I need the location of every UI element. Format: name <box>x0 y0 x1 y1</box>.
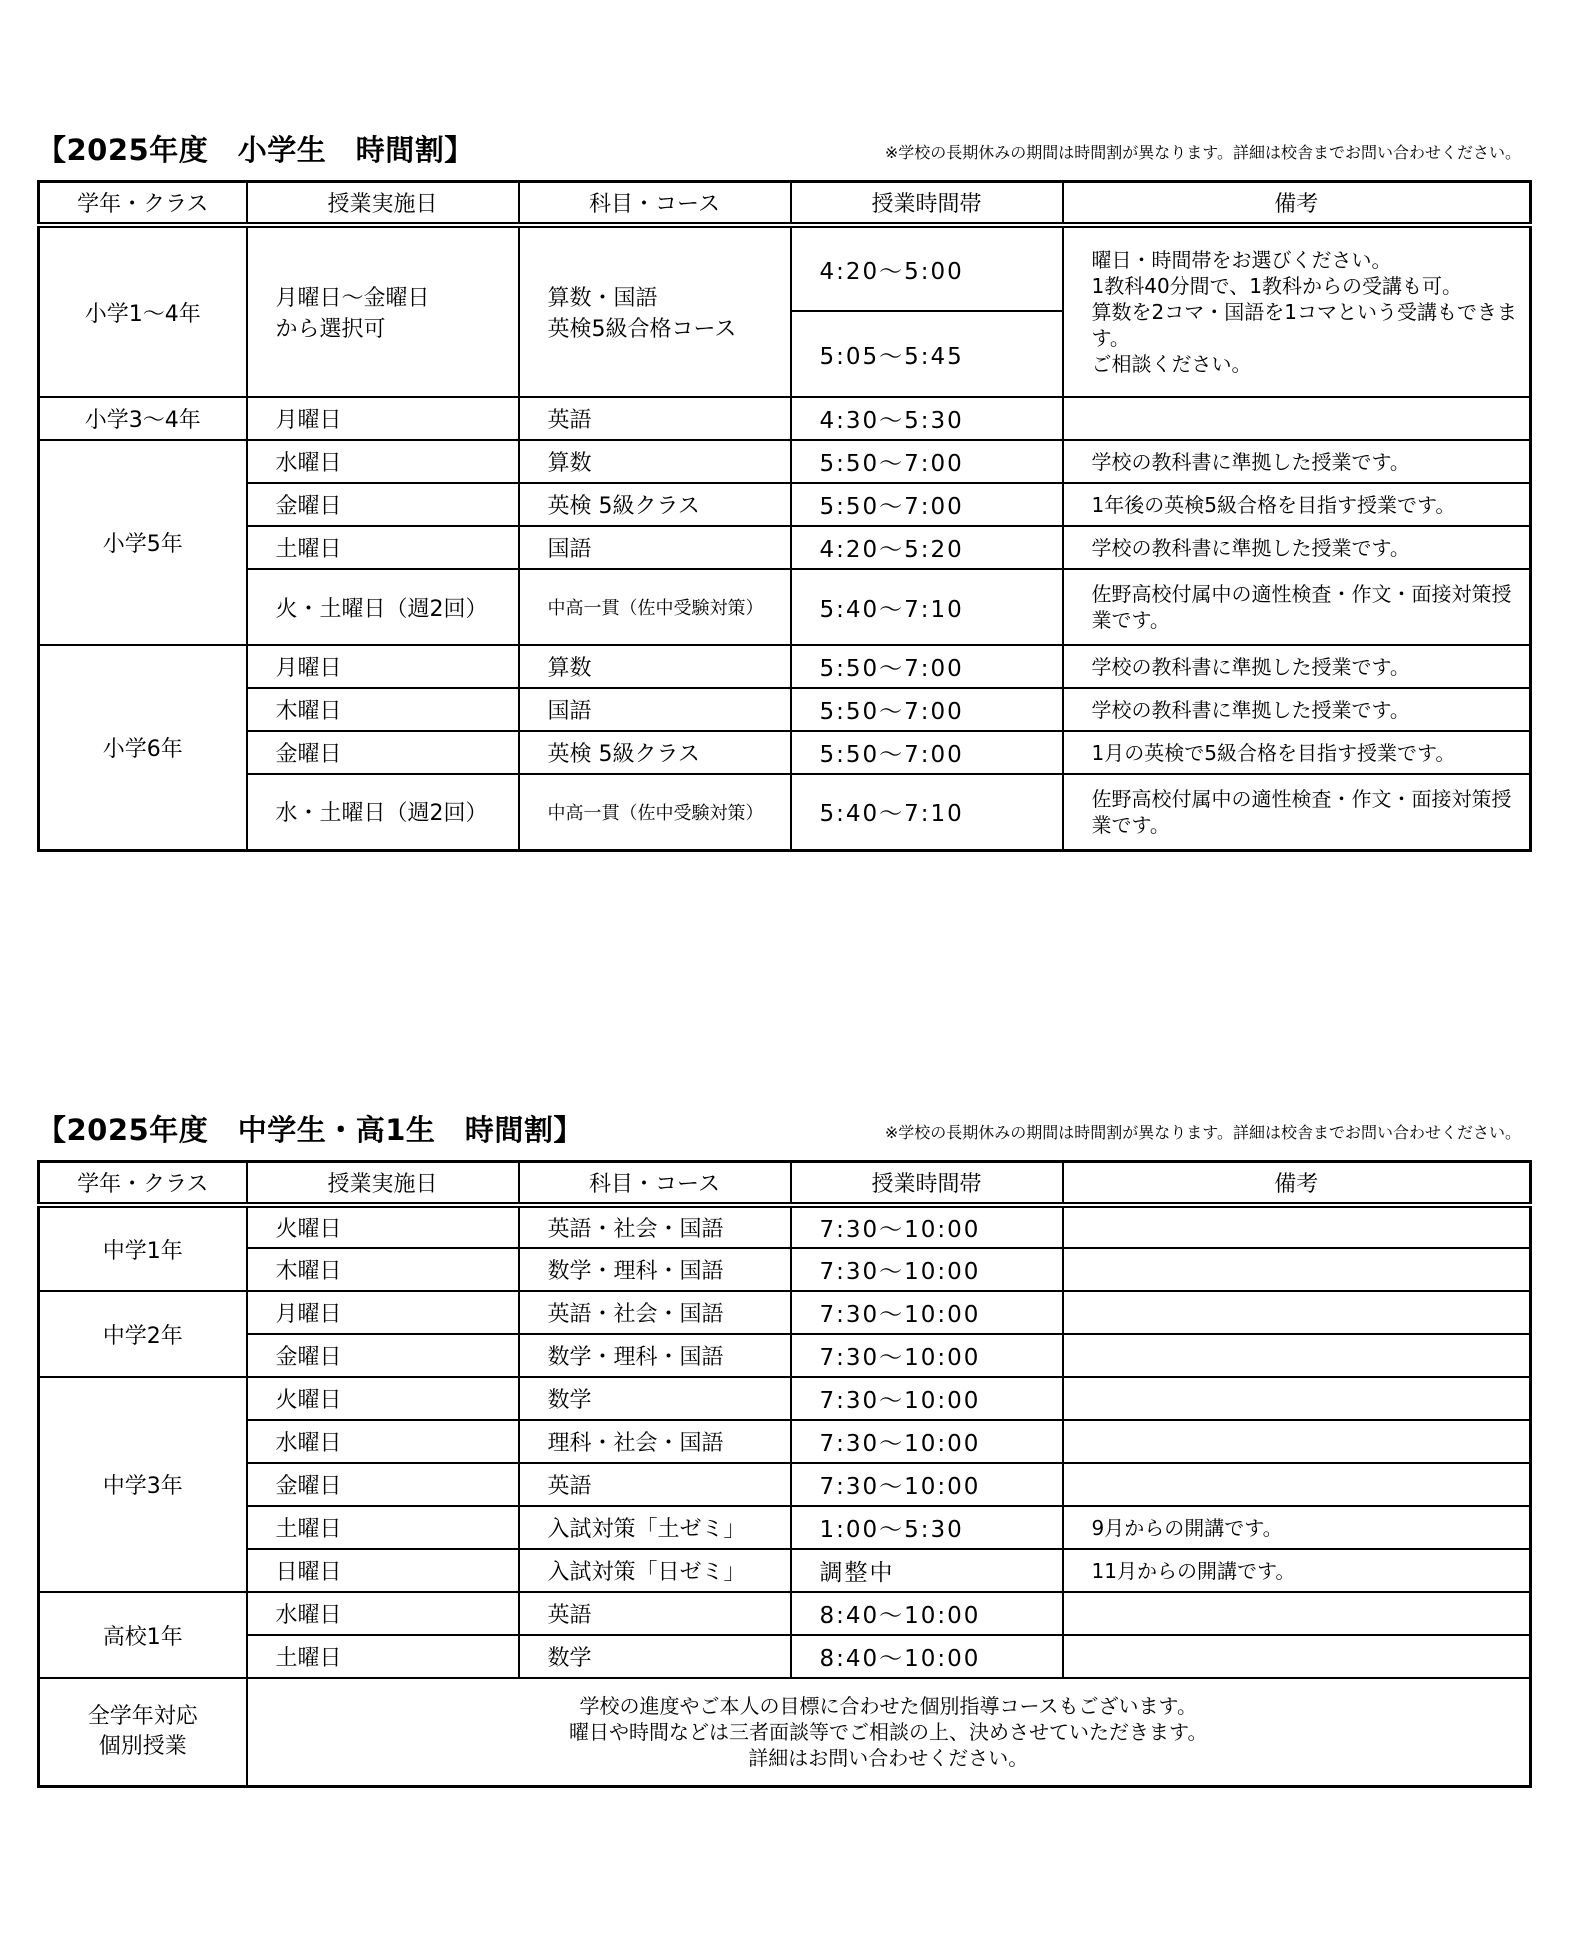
subject-cell: 英検 5級クラス <box>519 483 791 526</box>
remark-cell: 佐野高校付属中の適性検査・作文・面接対策授業です。 <box>1063 569 1531 645</box>
time-cell: 8:40～10:00 <box>791 1635 1063 1678</box>
subject-cell: 国語 <box>519 526 791 569</box>
individual-course-text: 学校の進度やご本人の目標に合わせた個別指導コースもございます。 曜日や時間などは三者面談等でご相談の上、決めさせていただきます。 詳細はお問い合わせください。 <box>247 1678 1531 1786</box>
remark-cell <box>1063 1205 1531 1248</box>
table-row <box>39 1334 1531 1377</box>
grade-cell: 高校1年 <box>39 1592 247 1678</box>
table-row <box>39 1549 1531 1592</box>
time-cell: 5:40～7:10 <box>791 569 1063 645</box>
subject-cell: 英検 5級クラス <box>519 731 791 774</box>
time-cell: 調整中 <box>791 1549 1063 1592</box>
subject-cell: 算数 <box>519 645 791 688</box>
subject-cell: 中高一貫（佐中受験対策） <box>519 569 791 645</box>
day-cell: 金曜日 <box>247 483 519 526</box>
header-day: 授業実施日 <box>247 1162 519 1206</box>
grade-cell: 中学2年 <box>39 1291 247 1377</box>
header-time: 授業時間帯 <box>791 1162 1063 1206</box>
subject-cell: 英語・社会・国語 <box>519 1205 791 1248</box>
elementary-title: 【2025年度 小学生 時間割】 <box>37 133 474 167</box>
remark-cell <box>1063 1334 1531 1377</box>
table-row <box>39 645 1531 688</box>
remark-cell: 佐野高校付属中の適性検査・作文・面接対策授業です。 <box>1063 774 1531 850</box>
time-cell: 4:20～5:20 <box>791 526 1063 569</box>
subject-cell: 国語 <box>519 688 791 731</box>
day-cell: 土曜日 <box>247 1506 519 1549</box>
remark-cell <box>1063 1463 1531 1506</box>
day-cell: 火曜日 <box>247 1377 519 1420</box>
header-subject: 科目・コース <box>519 1162 791 1206</box>
subject-cell: 英語・社会・国語 <box>519 1291 791 1334</box>
grade-cell: 小学5年 <box>39 440 247 645</box>
grade-cell: 中学1年 <box>39 1205 247 1291</box>
day-cell: 金曜日 <box>247 731 519 774</box>
remark-cell: 1月の英検で5級合格を目指す授業です。 <box>1063 731 1531 774</box>
subject-cell: 中高一貫（佐中受験対策） <box>519 774 791 850</box>
remark-cell: 学校の教科書に準拠した授業です。 <box>1063 440 1531 483</box>
table-row <box>39 440 1531 483</box>
table-header-row <box>39 182 1531 226</box>
time-cell: 5:50～7:00 <box>791 731 1063 774</box>
day-cell: 土曜日 <box>247 1635 519 1678</box>
table-row <box>39 1377 1531 1420</box>
subject-cell: 数学・理科・国語 <box>519 1248 791 1291</box>
remark-cell <box>1063 1420 1531 1463</box>
time-cell: 8:40～10:00 <box>791 1592 1063 1635</box>
time-cell: 7:30～10:00 <box>791 1291 1063 1334</box>
day-cell: 月曜日～金曜日 から選択可 <box>247 225 519 397</box>
subject-cell: 数学 <box>519 1377 791 1420</box>
table-header-row <box>39 1162 1531 1206</box>
day-cell: 月曜日 <box>247 645 519 688</box>
time-cell: 5:50～7:00 <box>791 483 1063 526</box>
grade-cell: 中学3年 <box>39 1377 247 1592</box>
day-cell: 木曜日 <box>247 1248 519 1291</box>
time-cell: 1:00～5:30 <box>791 1506 1063 1549</box>
time-cell: 5:50～7:00 <box>791 440 1063 483</box>
table-row <box>39 225 1531 311</box>
time-cell: 7:30～10:00 <box>791 1334 1063 1377</box>
table-row <box>39 397 1531 440</box>
table-row <box>39 688 1531 731</box>
time-cell: 5:50～7:00 <box>791 688 1063 731</box>
table-row <box>39 569 1531 645</box>
header-grade: 学年・クラス <box>39 1162 247 1206</box>
junior-section <box>37 1108 1529 1808</box>
time-cell: 5:50～7:00 <box>791 645 1063 688</box>
time-cell: 4:20～5:00 <box>791 225 1063 311</box>
day-cell: 火曜日 <box>247 1205 519 1248</box>
time-cell: 7:30～10:00 <box>791 1377 1063 1420</box>
elementary-timetable <box>37 180 1532 852</box>
remark-cell: 1年後の英検5級合格を目指す授業です。 <box>1063 483 1531 526</box>
time-cell: 4:30～5:30 <box>791 397 1063 440</box>
subject-cell: 数学・理科・国語 <box>519 1334 791 1377</box>
day-cell: 日曜日 <box>247 1549 519 1592</box>
table-row <box>39 1635 1531 1678</box>
remark-cell: 学校の教科書に準拠した授業です。 <box>1063 645 1531 688</box>
day-cell: 水・土曜日（週2回） <box>247 774 519 850</box>
elementary-note: ※学校の長期休みの期間は時間割が異なります。詳細は校舎までお問い合わせください。 <box>884 143 1521 162</box>
remark-cell: 9月からの開講です。 <box>1063 1506 1531 1549</box>
junior-title: 【2025年度 中学生・高1生 時間割】 <box>37 1113 583 1147</box>
subject-cell: 算数 <box>519 440 791 483</box>
table-row <box>39 1506 1531 1549</box>
day-cell: 水曜日 <box>247 1420 519 1463</box>
subject-cell: 算数・国語 英検5級合格コース <box>519 225 791 397</box>
table-row <box>39 1420 1531 1463</box>
time-cell: 7:30～10:00 <box>791 1463 1063 1506</box>
time-cell: 7:30～10:00 <box>791 1420 1063 1463</box>
remark-cell <box>1063 397 1531 440</box>
day-cell: 月曜日 <box>247 397 519 440</box>
table-row <box>39 1248 1531 1291</box>
header-grade: 学年・クラス <box>39 182 247 226</box>
remark-cell <box>1063 1377 1531 1420</box>
header-time: 授業時間帯 <box>791 182 1063 226</box>
day-cell: 土曜日 <box>247 526 519 569</box>
time-cell: 7:30～10:00 <box>791 1248 1063 1291</box>
remark-cell: 11月からの開講です。 <box>1063 1549 1531 1592</box>
subject-cell: 英語 <box>519 1592 791 1635</box>
table-row <box>39 1463 1531 1506</box>
table-row <box>39 483 1531 526</box>
remark-cell: 学校の教科書に準拠した授業です。 <box>1063 526 1531 569</box>
remark-cell <box>1063 1592 1531 1635</box>
table-row <box>39 1291 1531 1334</box>
subject-cell: 英語 <box>519 1463 791 1506</box>
time-cell: 5:40～7:10 <box>791 774 1063 850</box>
junior-note: ※学校の長期休みの期間は時間割が異なります。詳細は校舎までお問い合わせください。 <box>884 1123 1521 1142</box>
remark-cell <box>1063 1635 1531 1678</box>
subject-cell: 英語 <box>519 397 791 440</box>
time-cell: 5:05～5:45 <box>791 311 1063 397</box>
grade-cell: 小学3～4年 <box>39 397 247 440</box>
header-remark: 備考 <box>1063 1162 1531 1206</box>
day-cell: 水曜日 <box>247 440 519 483</box>
header-remark: 備考 <box>1063 182 1531 226</box>
grade-cell: 全学年対応 個別授業 <box>39 1678 247 1786</box>
header-day: 授業実施日 <box>247 182 519 226</box>
day-cell: 火・土曜日（週2回） <box>247 569 519 645</box>
day-cell: 水曜日 <box>247 1592 519 1635</box>
time-cell: 7:30～10:00 <box>791 1205 1063 1248</box>
remark-cell: 学校の教科書に準拠した授業です。 <box>1063 688 1531 731</box>
subject-cell: 理科・社会・国語 <box>519 1420 791 1463</box>
table-row <box>39 1205 1531 1248</box>
elementary-section <box>37 128 1529 863</box>
day-cell: 木曜日 <box>247 688 519 731</box>
grade-cell: 小学1～4年 <box>39 225 247 397</box>
day-cell: 月曜日 <box>247 1291 519 1334</box>
header-subject: 科目・コース <box>519 182 791 226</box>
day-cell: 金曜日 <box>247 1334 519 1377</box>
junior-timetable <box>37 1160 1532 1788</box>
table-row <box>39 526 1531 569</box>
remark-cell: 曜日・時間帯をお選びください。 1教科40分間で、1教科からの受講も可。 算数を2コマ・国語を1コマという受講もできます。 ご相談ください。 <box>1063 225 1531 397</box>
table-row <box>39 1678 1531 1786</box>
remark-cell <box>1063 1291 1531 1334</box>
subject-cell: 数学 <box>519 1635 791 1678</box>
table-row <box>39 731 1531 774</box>
remark-cell <box>1063 1248 1531 1291</box>
table-row <box>39 1592 1531 1635</box>
grade-cell: 小学6年 <box>39 645 247 850</box>
day-cell: 金曜日 <box>247 1463 519 1506</box>
subject-cell: 入試対策「日ゼミ」 <box>519 1549 791 1592</box>
table-row <box>39 774 1531 850</box>
subject-cell: 入試対策「土ゼミ」 <box>519 1506 791 1549</box>
